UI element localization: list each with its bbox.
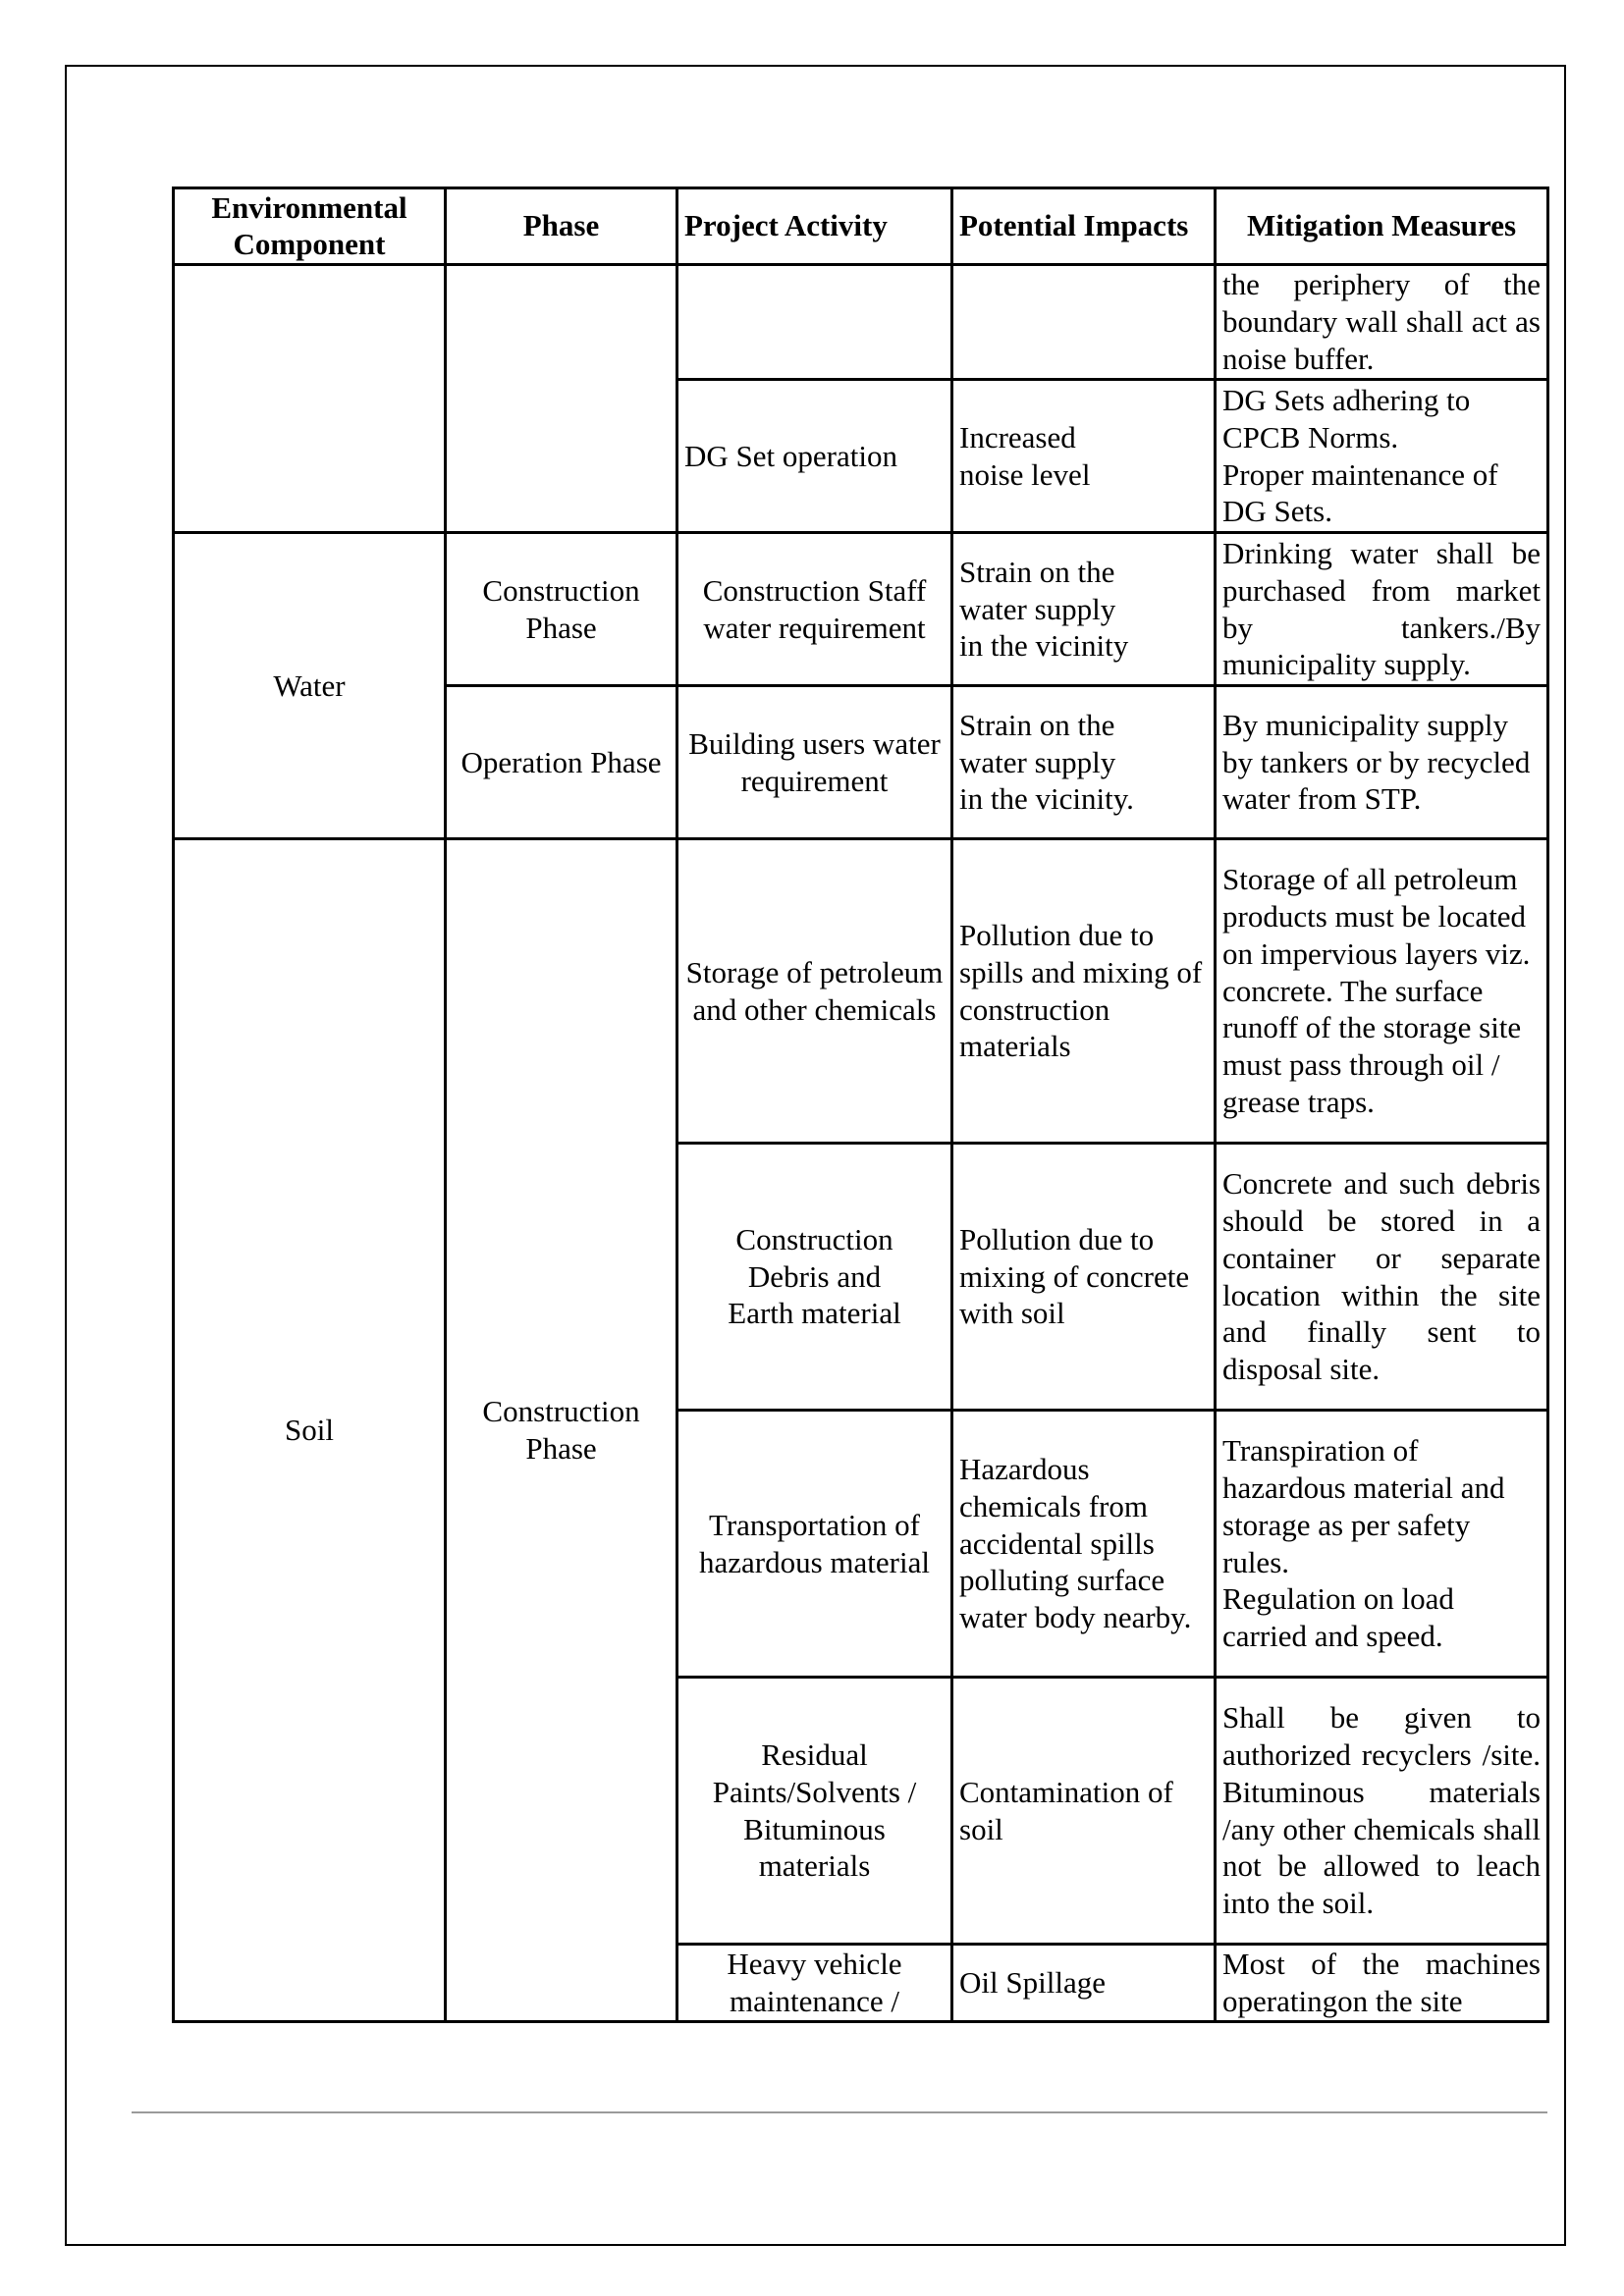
footer-divider (132, 2111, 1547, 2113)
component-cell-empty (174, 265, 446, 533)
activity-cell: Building users water requirement (677, 686, 952, 839)
header-row (174, 188, 1548, 265)
header-environmental-component: Environmental Component (174, 188, 446, 265)
activity-cell: Construction Debris and Earth material (677, 1144, 952, 1411)
mitigation-cell: DG Sets adhering to CPCB Norms. Proper maintenance of DG Sets. (1216, 380, 1548, 533)
impacts-cell: Pollution due to spills and mixing of construction materials (952, 839, 1216, 1144)
mitigation-cell: Concrete and such debris should be stored in a container or separate location within the site and finally sent to disposal site. (1216, 1144, 1548, 1411)
header-mitigation-measures: Mitigation Measures (1216, 188, 1548, 265)
impacts-cell: Pollution due to mixing of concrete with soil (952, 1144, 1216, 1411)
mitigation-cell: Drinking water shall be purchased from market by tankers./By municipality supply. (1216, 533, 1548, 686)
header-potential-impacts: Potential Impacts (952, 188, 1216, 265)
impacts-cell: Hazardous chemicals from accidental spills polluting surface water body nearby. (952, 1411, 1216, 1678)
activity-cell: Heavy vehicle maintenance / (677, 1945, 952, 2022)
impacts-cell-empty (952, 265, 1216, 380)
phase-cell: Construction Phase (446, 533, 677, 686)
activity-cell: Storage of petroleum and other chemicals (677, 839, 952, 1144)
phase-cell: Operation Phase (446, 686, 677, 839)
mitigation-cell: the periphery of the boundary wall shall act as noise buffer. (1216, 265, 1548, 380)
mitigation-cell: Most of the machines operatingon the site (1216, 1945, 1548, 2022)
table-row (174, 533, 1548, 686)
environmental-management-table (172, 187, 1549, 2023)
impacts-cell: Contamination of soil (952, 1678, 1216, 1945)
component-cell-water: Water (174, 533, 446, 839)
activity-cell-empty (677, 265, 952, 380)
phase-cell-empty (446, 265, 677, 533)
component-cell-soil: Soil (174, 839, 446, 2022)
impacts-cell: Strain on the water supply in the vicinity. (952, 686, 1216, 839)
impacts-cell: Increased noise level (952, 380, 1216, 533)
mitigation-cell: By municipality supply by tankers or by recycled water from STP. (1216, 686, 1548, 839)
table-row (174, 839, 1548, 1144)
activity-cell: Construction Staff water requirement (677, 533, 952, 686)
header-phase: Phase (446, 188, 677, 265)
mitigation-cell: Shall be given to authorized recyclers /site. Bituminous materials /any other chemicals shall not be allowed to leach into the soil. (1216, 1678, 1548, 1945)
phase-cell: Construction Phase (446, 839, 677, 2022)
impacts-cell: Oil Spillage (952, 1945, 1216, 2022)
mitigation-cell: Transpiration of hazardous material and storage as per safety rules. Regulation on load carried and speed. (1216, 1411, 1548, 1678)
table-row (174, 265, 1548, 380)
activity-cell: Transportation of hazardous material (677, 1411, 952, 1678)
mitigation-cell: Storage of all petroleum products must be located on impervious layers viz. concrete. The surface runoff of the storage site must pass through oil / grease traps. (1216, 839, 1548, 1144)
header-project-activity: Project Activity (677, 188, 952, 265)
impacts-cell: Strain on the water supply in the vicinity (952, 533, 1216, 686)
activity-cell: Residual Paints/Solvents / Bituminous materials (677, 1678, 952, 1945)
activity-cell: DG Set operation (677, 380, 952, 533)
